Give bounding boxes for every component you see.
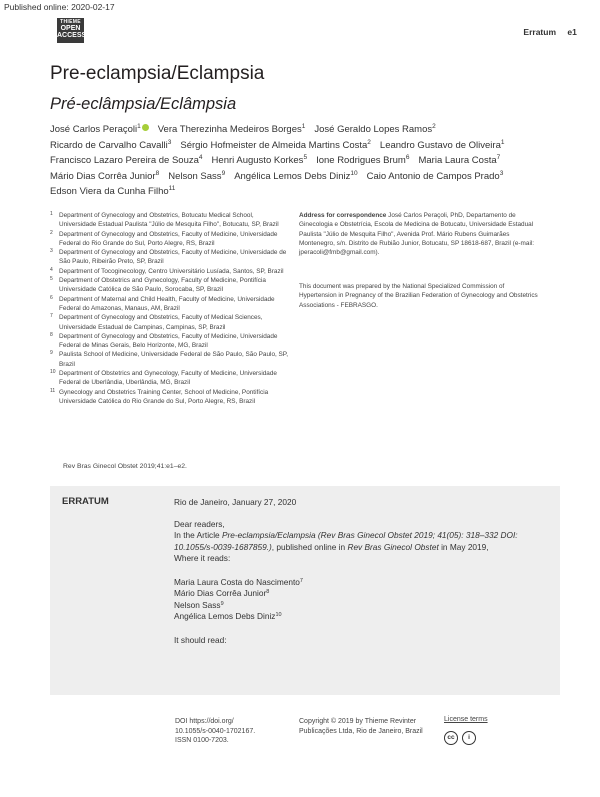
footer-copyright (299, 717, 423, 736)
issn-line: ISSN 0100-7203. (175, 737, 229, 744)
author-name: Caio Antonio de Campos Prado$^3$ (366, 169, 504, 182)
orcid-icon[interactable] (142, 124, 149, 131)
affiliation-item (50, 313, 290, 332)
affiliation-text: Department of Obstetrics and Gynecology, Faculty of Medicine, Pontifícia Universidade Católica de São Paulo, Sorocaba, SP, Brazil (59, 277, 266, 294)
author-name: Angélica Lemos Debs Diniz$^{10}$ (234, 169, 358, 182)
author-affiliation-sup: 9 (221, 169, 226, 177)
cc-license-icons[interactable] (444, 731, 476, 745)
author-affiliation-sup: 2 (432, 123, 436, 130)
affiliation-number: 4 (50, 266, 53, 273)
author-name: Francisco Lazaro Pereira de Souza$^4$ (50, 154, 203, 166)
erratum-author: Angélica Lemos Debs Diniz$^{10}$ (174, 611, 282, 621)
correspondence-label: Address for correspondence (299, 212, 387, 219)
affiliation-text: Department of Gynecology and Obstetrics, Faculty of Medical Sciences, Universidade Estadual de Campinas, Campinas, SP, Brazil (59, 314, 263, 331)
affiliation-number: 8 (50, 331, 53, 338)
affiliation-text: Department of Obstetrics and Gynecology, Faculty of Medicine, Universidade Federal de Uberlândia, Uberlândia, MG, Brazil (59, 370, 277, 387)
affiliation-item (50, 350, 290, 369)
author-affiliation-sup: 4 (198, 154, 203, 161)
affiliation-item (50, 332, 290, 351)
article-subtitle: Pré-eclâmpsia/Eclâmpsia (50, 95, 237, 113)
thieme-open-access-logo: THIEME OPEN ACCESS (57, 18, 84, 43)
affiliation-text: Department of Maternal and Child Health, Faculty of Medicine, Universidade Federal do Amazonas, Manaus, AM, Brazil (59, 295, 275, 312)
erratum-body (174, 497, 552, 646)
author-affiliation-sup: 8 (155, 169, 160, 177)
affiliation-item (50, 276, 290, 295)
doi-line[interactable]: 10.1055/s-0040-1702167. (175, 727, 256, 735)
author-name: Henri Augusto Korkes$^5$ (211, 154, 308, 166)
author-name: José Carlos Peraçoli$^1$ (50, 122, 149, 138)
erratum-author: Mário Dias Corrêa Junior$^8$ (174, 588, 270, 598)
erratum-author: Nelson Sass$^9$ (174, 599, 224, 610)
erratum-label: ERRATUM (62, 496, 109, 507)
affiliation-item (50, 230, 290, 249)
affiliation-text: Department of Gynecology and Obstetrics, Faculty of Medicine, Universidade de São Paulo, Ribeirão Preto, SP, Brazil (59, 249, 287, 266)
affiliation-text: Gynecology and Obstetrics Training Center, School of Medicine, Pontifícia Universidade Católica do Rio Grande do Sul, Porto Alegre, RS, Brazil (59, 388, 269, 405)
cc-by-icon: i (462, 731, 476, 745)
cc-icon: cc (444, 731, 458, 745)
author-name: Sérgio Hofmeister de Almeida Martins Costa$^2$ (180, 138, 371, 151)
affiliation-number: 10 (50, 369, 56, 376)
affiliation-text: Department of Gynecology and Obstetrics, Botucatu Medical School, Universidade Estadual Paulista "Júlio de Mesquita Filho", Botucatu, SP, Brazil (59, 212, 279, 229)
affiliation-number: 3 (50, 248, 53, 255)
affiliation-number: 1 (50, 211, 53, 217)
running-header (523, 27, 577, 37)
affiliation-number: 6 (50, 294, 53, 301)
affiliation-number: 2 (50, 229, 53, 236)
author-list (50, 122, 560, 200)
author-affiliation-sup: 1 (137, 123, 141, 130)
author-name: José Geraldo Lopes Ramos$^2$ (314, 123, 436, 135)
affiliation-number: 5 (50, 276, 53, 283)
affiliation-item (50, 248, 290, 267)
affiliation-text: Department of Tocoginecology, Centro Universitário Lusíada, Santos, SP, Brazil (59, 267, 284, 275)
doi-line[interactable]: DOI https://doi.org/ (175, 718, 234, 725)
erratum-box (50, 486, 560, 695)
erratum-where: Where it reads: (174, 553, 231, 563)
article-title: Pre-eclampsia/Eclampsia (50, 63, 265, 84)
author-name: Vera Therezinha Medeiros Borges$^1$ (157, 123, 306, 135)
erratum-reference[interactable]: Pre-eclampsia/Eclampsia (Rev Bras Ginecol Obstet 2019; 41(05): 318–332 DOI: 10.1055/s-0039-1687859.) (174, 530, 518, 552)
published-online-date: Published online: 2020-02-17 (4, 2, 115, 12)
author-name: Ricardo de Carvalho Cavalli$^3$ (50, 138, 172, 151)
license-label[interactable]: License terms (444, 716, 488, 723)
commission-note: This document was prepared by the National Specialized Commission of Hypertension in Pregnancy of the Brazilian Federation of Gynecology and Obstetrics Associations - FEBRASGO. (299, 283, 538, 309)
page-number: e1 (567, 27, 577, 37)
affiliation-item (50, 211, 290, 230)
section-label: Erratum (523, 27, 556, 37)
author-affiliation-sup: 3 (167, 138, 172, 146)
author-name: Maria Laura Costa$^7$ (418, 154, 501, 166)
erratum-should-read: It should read: (174, 634, 227, 645)
erratum-greeting: Dear readers, (174, 518, 225, 529)
author-affiliation-sup: 7 (496, 154, 501, 161)
author-affiliation-sup: 2 (367, 138, 371, 146)
affiliation-item (50, 295, 290, 314)
correspondence-text: José Carlos Peraçoli, PhD, Departamento de Ginecologia e Obstetrícia, Escola de Medicina de Botucatu, Universidade Estadual Paulista "Júlio de Mesquita Filho", Avenida Prof. Mário Rubens Guimarães Montenegro, s/n. Distrito de Rubião Junior, Botucatu, SP 18618-687, Brazil (299, 212, 534, 247)
author-affiliation-sup: 3 (499, 169, 504, 177)
copyright-line: Publicações Ltda, Rio de Janeiro, Brazil (299, 727, 423, 735)
author-name: Ione Rodrigues Brum$^6$ (316, 154, 410, 166)
author-affiliation-sup: 6 (405, 154, 410, 161)
author-affiliation-sup: 1 (301, 123, 306, 130)
erratum-intro: In the Article Pre-eclampsia/Eclampsia (Rev Bras Ginecol Obstet 2019; 41(05): 318–332 DOI: 10.1055/s-0039-1687859.), published online in Rev Bras Ginecol Obstet in May 2019, (174, 530, 518, 552)
author-name: Edson Viera da Cunha Filho$^{11}$ (50, 185, 176, 197)
copyright-line: Copyright © 2019 by Thieme Revinter (299, 718, 417, 725)
author-affiliation-sup: 1 (500, 138, 505, 146)
erratum-author-list (174, 577, 552, 623)
affiliation-number: 7 (50, 313, 53, 320)
erratum-author: Maria Laura Costa do Nascimento$^7$ (174, 576, 303, 587)
correspondence-email[interactable]: (e-mail: jperacoli@fmb@gmail.com). (299, 239, 535, 257)
author-affiliation-sup: 10 (350, 169, 358, 177)
affiliation-item (50, 267, 290, 276)
erratum-journal: Rev Bras Ginecol Obstet (347, 541, 439, 552)
author-name: Mário Dias Corrêa Junior$^8$ (50, 169, 160, 182)
author-affiliation-sup: 5 (303, 154, 308, 161)
author-affiliation-sup: 11 (168, 185, 176, 192)
author-name: Leandro Gustavo de Oliveira$^1$ (379, 138, 505, 151)
affiliation-item (50, 388, 290, 407)
affiliation-text: Department of Gynecology and Obstetrics, Faculty of Medicine, Universidade Federal do Rio Grande do Sul, Porto Alegre, RS, Brazil (59, 230, 278, 247)
correspondence (299, 211, 539, 257)
journal-citation: Rev Bras Ginecol Obstet 2019;41:e1–e2. (63, 463, 187, 470)
affiliation-number: 9 (50, 350, 53, 357)
author-name: Nelson Sass$^9$ (168, 169, 226, 182)
affiliation-text: Department of Gynecology and Obstetrics, Faculty of Medicine, Universidade Federal de Minas Gerais, Belo Horizonte, MG, Brazil (59, 332, 278, 350)
erratum-date: Rio de Janeiro, January 27, 2020 (174, 497, 297, 507)
affiliations (50, 211, 290, 406)
affiliation-item (50, 369, 290, 388)
affiliation-number: 11 (50, 387, 56, 394)
affiliation-text: Paulista School of Medicine, Universidade Federal de São Paulo, São Paulo, SP, Brazil (59, 351, 289, 368)
footer-doi (175, 717, 255, 746)
